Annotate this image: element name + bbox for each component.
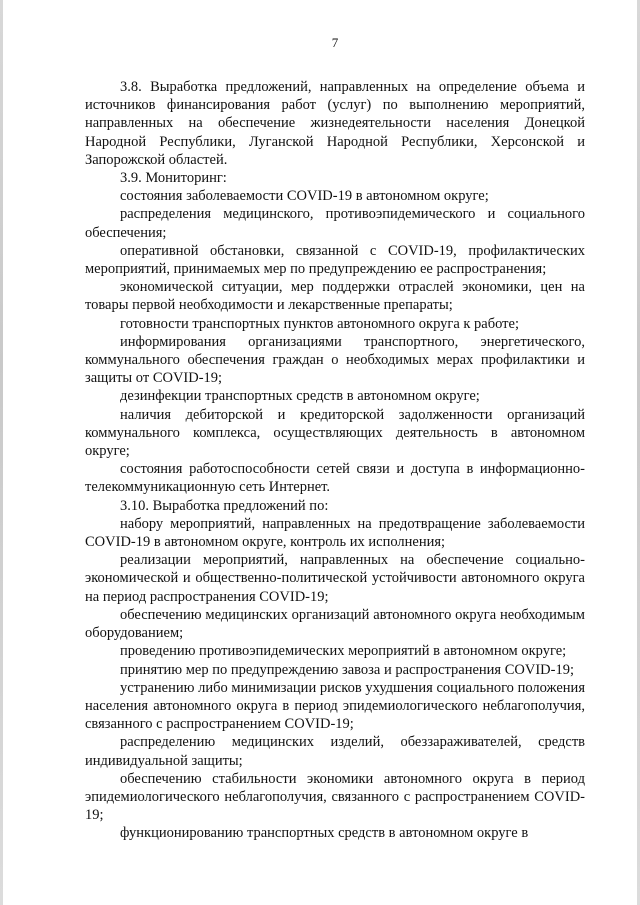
- paragraph-3-8: 3.8. Выработка предложений, направленных на определение объема и источников финансирования работ (услуг) по выполнению мероприятий, направленных на обеспечение жизнедеятельности населения Донецкой Народной Республики, Луганской Народной Республики, Херсонской и Запорожской областей.: [85, 79, 585, 168]
- list-item: состояния работоспособности сетей связи и доступа в информационно-телекоммуникационную сеть Интернет.: [85, 461, 585, 496]
- list-item: проведению противоэпидемических мероприятий в автономном округе;: [120, 643, 567, 660]
- scan-edge-left: [0, 0, 3, 905]
- list-item: информирования организациями транспортного, энергетического, коммунального обеспечения граждан о необходимых мерах профилактики и защиты от COVID-19;: [85, 333, 585, 387]
- list-item: распределения медицинского, противоэпидемического и социального обеспечения;: [85, 206, 585, 241]
- list-item: функционированию транспортных средств в автономном округе в: [120, 825, 529, 842]
- list-item: устранению либо минимизации рисков ухудшения социального положения населения автономного округа в период эпидемиологического неблагополучия, связанного с распространением COVID-19;: [85, 679, 585, 733]
- list-item: реализации мероприятий, направленных на обеспечение социально-экономической и общественно-политической устойчивости автономного округа на период распространения COVID-19;: [85, 552, 585, 605]
- paragraph-3-9-heading: 3.9. Мониторинг:: [120, 170, 227, 187]
- list-item: обеспечению стабильности экономики автономного округа в период эпидемиологического неблагополучия, связанного с распространением COVID-19;: [85, 770, 585, 824]
- list-item: состояния заболеваемости COVID-19 в автономном округе;: [120, 188, 489, 205]
- list-item: наличия дебиторской и кредиторской задолженности организаций коммунального комплекса, осуществляющих деятельность в автономном округе;: [85, 406, 585, 460]
- paragraph-3-10-heading: 3.10. Выработка предложений по:: [120, 497, 329, 514]
- list-item: оперативной обстановки, связанной с COVID-19, профилактических мероприятий, принимаемых мер по предупреждению ее распространения;: [85, 242, 585, 278]
- list-item: экономической ситуации, мер поддержки отраслей экономики, цен на товары первой необходимости и лекарственные препараты;: [85, 279, 585, 314]
- list-item: готовности транспортных пунктов автономного округа к работе;: [120, 315, 519, 332]
- list-item: дезинфекции транспортных средств в автономном округе;: [120, 388, 480, 405]
- list-item: набору мероприятий, направленных на предотвращение заболеваемости COVID-19 в автономном округе, контроль их исполнения;: [85, 515, 585, 551]
- list-item: обеспечению медицинских организаций автономного округа необходимым оборудованием;: [85, 606, 585, 642]
- page-number: 7: [331, 35, 339, 50]
- list-item: распределению медицинских изделий, обеззараживателей, средств индивидуальной защиты;: [85, 734, 585, 769]
- list-item: принятию мер по предупреждению завоза и распространения COVID-19;: [120, 661, 575, 678]
- document-body: [85, 78, 585, 843]
